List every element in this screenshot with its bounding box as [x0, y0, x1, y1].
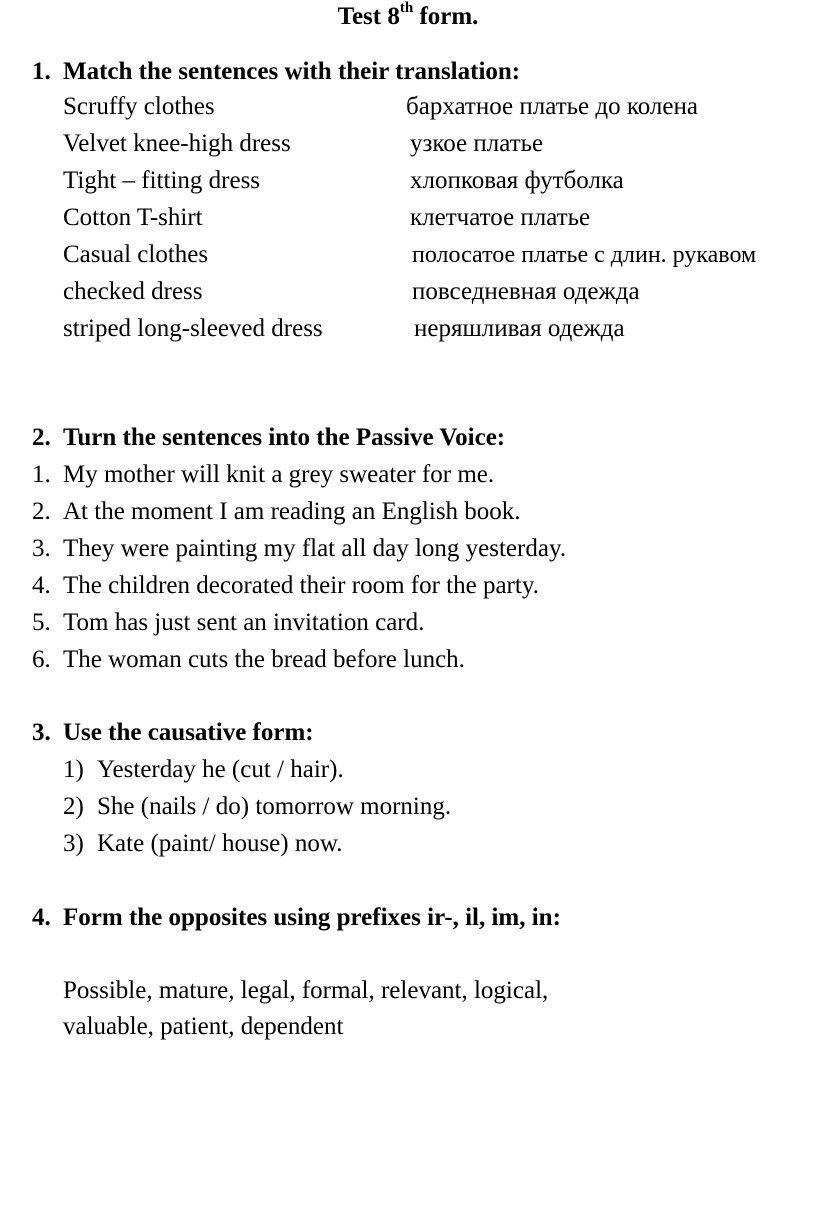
- task3-heading-text: Use the causative form:: [63, 719, 314, 746]
- task4-heading-text: Form the opposites using prefixes ir-, il, im, in:: [63, 904, 561, 931]
- task1-right-item: бархатное платье до колена: [406, 93, 698, 120]
- task1-right-item: клетчатое платье: [410, 204, 591, 231]
- task1-left-item: Tight – fitting dress: [63, 167, 261, 194]
- task2-item-text: The woman cuts the bread before lunch.: [63, 646, 465, 673]
- task1-left-item: Casual clothes: [63, 241, 209, 268]
- task1-left-item: Velvet knee-high dress: [63, 130, 291, 157]
- task2-item-number: 4.: [32, 572, 51, 599]
- task2-item-number: 6.: [32, 646, 51, 673]
- task3-item-number: 1): [63, 756, 84, 783]
- task2-item-text: My mother will knit a grey sweater for me.: [63, 461, 495, 488]
- task3-item-number: 3): [63, 830, 84, 857]
- task2-item-text: Tom has just sent an invitation card.: [63, 609, 425, 636]
- page-title: [0, 2, 816, 32]
- task2-item-text: The children decorated their room for the party.: [63, 572, 539, 599]
- task1-left-item: striped long-sleeved dress: [63, 315, 323, 342]
- task2-item-text: They were painting my flat all day long yesterday.: [63, 535, 567, 562]
- task1-left-item: checked dress: [63, 278, 203, 305]
- task3-item-number: 2): [63, 793, 84, 820]
- task2-item-number: 3.: [32, 535, 51, 562]
- task1-right-item: неряшливая одежда: [414, 315, 625, 342]
- task4-number: 4.: [32, 904, 51, 931]
- task1-left-item: Cotton T-shirt: [63, 204, 203, 231]
- title-tail: form.: [419, 3, 479, 30]
- task1-number: 1.: [32, 58, 51, 85]
- task2-number: 2.: [32, 424, 51, 451]
- task3-item-text: She (nails / do) tomorrow morning.: [97, 793, 452, 820]
- task3-item-text: Kate (paint/ house) now.: [97, 830, 343, 857]
- task1-heading-text: Match the sentences with their translation:: [63, 58, 521, 85]
- task4-word-line: Possible, mature, legal, formal, relevant, logical,: [63, 977, 549, 1004]
- task1-right-item: полосатое платье с длин. рукавом: [412, 242, 757, 268]
- task3-item-text: Yesterday he (cut / hair).: [97, 756, 344, 783]
- task2-heading-text: Turn the sentences into the Passive Voice:: [63, 424, 506, 451]
- task1-right-item: хлопковая футболка: [410, 167, 624, 194]
- task2-item-number: 5.: [32, 609, 51, 636]
- task2-item-text: At the moment I am reading an English book.: [63, 498, 521, 525]
- task2-item-number: 1.: [32, 461, 51, 488]
- task4-word-line: valuable, patient, dependent: [63, 1013, 344, 1040]
- task1-left-item: Scruffy clothes: [63, 93, 215, 120]
- task1-right-item: повседневная одежда: [412, 278, 640, 305]
- title-superscript: th: [399, 0, 414, 16]
- task1-right-item: узкое платье: [410, 130, 544, 157]
- task3-number: 3.: [32, 719, 51, 746]
- task2-item-number: 2.: [32, 498, 51, 525]
- title-main: Test 8: [337, 3, 400, 30]
